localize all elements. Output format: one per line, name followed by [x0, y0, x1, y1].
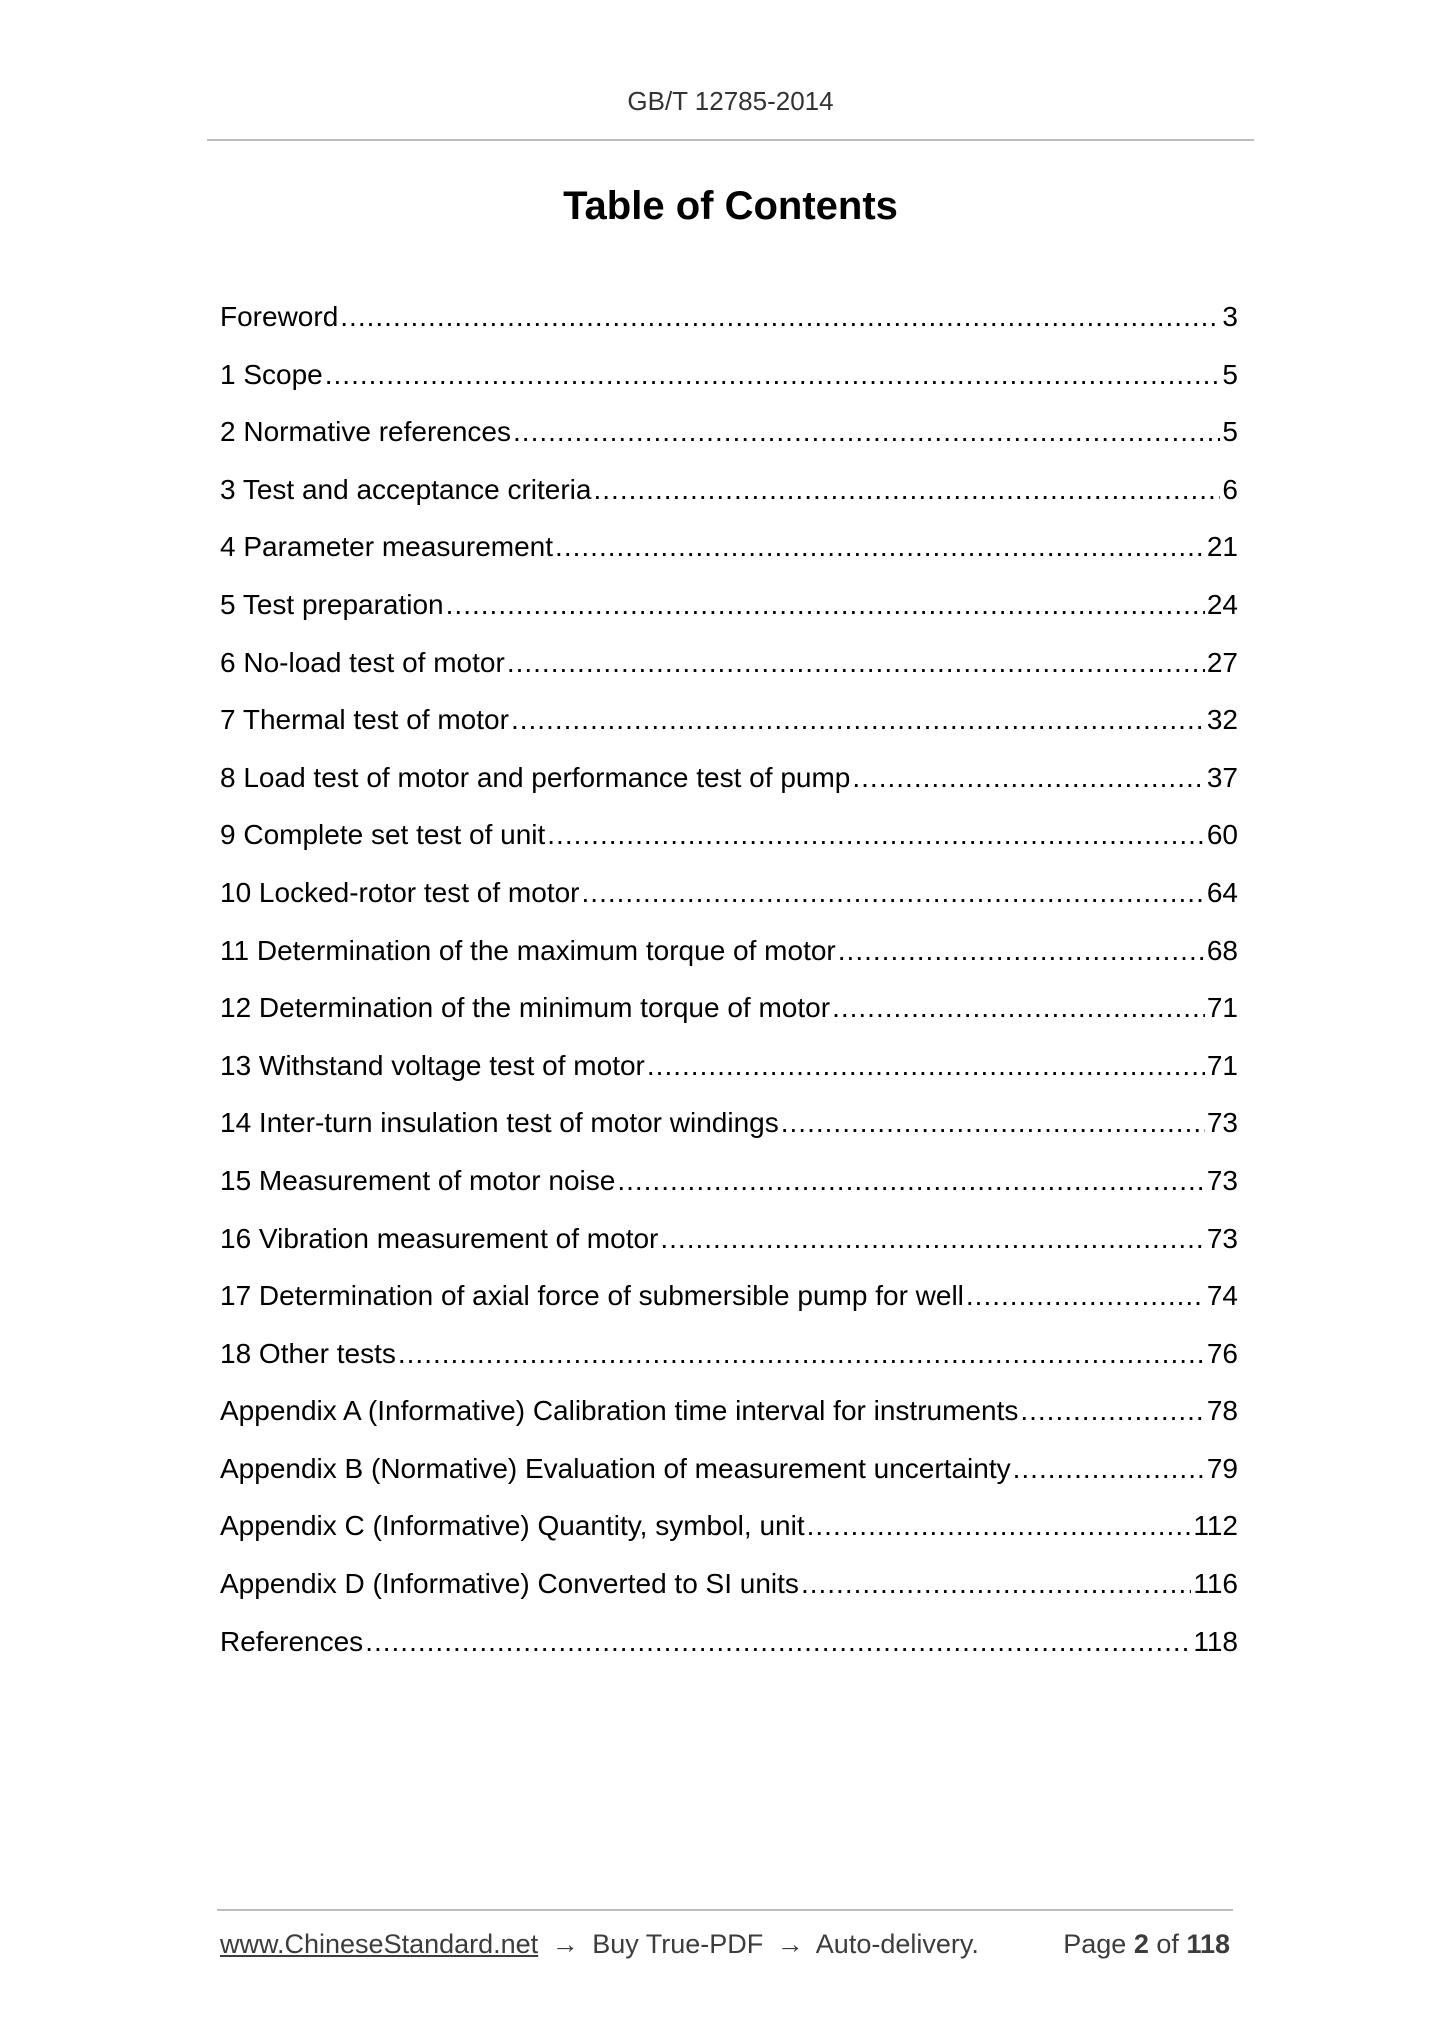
- toc-entry-page: 76: [1206, 1337, 1238, 1369]
- toc-entry[interactable]: [220, 1210, 1238, 1268]
- toc-entry[interactable]: [220, 346, 1238, 404]
- header-divider: [207, 139, 1254, 141]
- toc-entry-label: References: [220, 1625, 364, 1657]
- toc-leader-dots: [398, 1325, 1205, 1383]
- toc-entry-label: 4 Parameter measurement: [220, 531, 554, 563]
- toc-entry-page: 37: [1206, 761, 1238, 793]
- buy-pdf-text: Buy True-PDF: [592, 1929, 764, 1959]
- toc-entry[interactable]: [220, 979, 1238, 1037]
- toc-entry-label: 18 Other tests: [220, 1337, 396, 1369]
- toc-entry[interactable]: [220, 1382, 1238, 1440]
- toc-entry-page: 73: [1206, 1107, 1238, 1139]
- total-pages-number: 118: [1186, 1929, 1230, 1959]
- toc-entry-page: 71: [1206, 1049, 1238, 1081]
- toc-leader-dots: [582, 864, 1205, 922]
- toc-leader-dots: [617, 1152, 1205, 1210]
- toc-leader-dots: [660, 1210, 1204, 1268]
- current-page-number: 2: [1133, 1929, 1149, 1959]
- toc-entry-page: 78: [1206, 1395, 1238, 1427]
- toc-entry[interactable]: [220, 288, 1238, 346]
- toc-entry-page: 112: [1193, 1510, 1238, 1542]
- toc-entry[interactable]: [220, 518, 1238, 576]
- page-label: Page: [1063, 1929, 1127, 1959]
- toc-entry[interactable]: [220, 806, 1238, 864]
- toc-entry-page: 27: [1206, 646, 1238, 678]
- footer-divider: [217, 1909, 1233, 1911]
- toc-entry-page: 21: [1206, 531, 1238, 563]
- toc-entry-label: 8 Load test of motor and performance test of pump: [220, 761, 851, 793]
- toc-leader-dots: [555, 518, 1205, 576]
- toc-entry[interactable]: [220, 1555, 1238, 1613]
- toc-entry-page: 118: [1193, 1625, 1238, 1657]
- toc-entry-label: 10 Locked-rotor test of motor: [220, 876, 580, 908]
- toc-entry-page: 116: [1193, 1568, 1238, 1600]
- toc-entry-label: 5 Test preparation: [220, 588, 444, 620]
- toc-entry[interactable]: [220, 922, 1238, 980]
- toc-leader-dots: [801, 1555, 1191, 1613]
- toc-leader-dots: [852, 749, 1204, 807]
- toc-entry-label: 2 Normative references: [220, 416, 512, 448]
- toc-entry-label: Foreword: [220, 301, 339, 332]
- toc-entry-page: 73: [1206, 1222, 1238, 1254]
- toc-leader-dots: [1013, 1440, 1205, 1498]
- toc-entry[interactable]: [220, 864, 1238, 922]
- toc-entry[interactable]: [220, 1440, 1238, 1498]
- toc-entry[interactable]: [220, 1152, 1238, 1210]
- toc-title: Table of Contents: [563, 184, 898, 228]
- toc-leader-dots: [781, 1094, 1205, 1152]
- toc-entry[interactable]: [220, 1267, 1238, 1325]
- page-footer: [220, 1929, 1230, 1969]
- toc-entry-label: Appendix A (Informative) Calibration time interval for instruments: [220, 1395, 1019, 1427]
- toc-entry-label: 1 Scope: [220, 358, 323, 390]
- toc-entry-label: 15 Measurement of motor noise: [220, 1164, 616, 1196]
- toc-entry[interactable]: [220, 1497, 1238, 1555]
- toc-entry[interactable]: [220, 403, 1238, 461]
- toc-entry-page: 6: [1222, 473, 1238, 505]
- toc-leader-dots: [966, 1267, 1205, 1325]
- toc-entry-label: 13 Withstand voltage test of motor: [220, 1049, 645, 1081]
- footer-promo: [220, 1929, 979, 1960]
- toc-entry[interactable]: [220, 1325, 1238, 1383]
- toc-entry-page: 79: [1206, 1452, 1238, 1484]
- toc-entry-label: 14 Inter-turn insulation test of motor windings: [220, 1107, 779, 1139]
- toc-entry[interactable]: [220, 1037, 1238, 1095]
- toc-entry[interactable]: [220, 461, 1238, 519]
- toc-entry-page: 64: [1206, 876, 1238, 908]
- toc-entry[interactable]: [220, 576, 1238, 634]
- toc-entry[interactable]: [220, 749, 1238, 807]
- toc-leader-dots: [507, 634, 1205, 692]
- of-label: of: [1156, 1929, 1179, 1959]
- toc-entry-label: 11 Determination of the maximum torque of motor: [220, 934, 836, 966]
- delivery-text: Auto-delivery.: [815, 1929, 979, 1959]
- toc-entry-label: 7 Thermal test of motor: [220, 704, 509, 736]
- toc-entry-page: 71: [1206, 992, 1238, 1024]
- toc-entry-page: 60: [1206, 819, 1238, 851]
- toc-leader-dots: [511, 691, 1205, 749]
- right-arrow-icon: →: [551, 1929, 579, 1959]
- toc-entry-page: 24: [1206, 588, 1238, 620]
- document-code-header: GB/T 12785-2014: [627, 86, 834, 116]
- toc-entry[interactable]: [220, 691, 1238, 749]
- toc-leader-dots: [1020, 1382, 1205, 1440]
- page-number: [1063, 1929, 1230, 1960]
- toc-entry[interactable]: [220, 634, 1238, 692]
- toc-list: [220, 288, 1238, 1670]
- toc-leader-dots: [547, 806, 1205, 864]
- toc-entry-page: 73: [1206, 1164, 1238, 1196]
- toc-leader-dots: [340, 288, 1220, 346]
- toc-entry-label: 9 Complete set test of unit: [220, 819, 546, 851]
- toc-entry-page: 3: [1222, 301, 1238, 332]
- website-link[interactable]: www.ChineseStandard.net: [220, 1929, 539, 1959]
- toc-leader-dots: [807, 1497, 1192, 1555]
- toc-entry-label: 6 No-load test of motor: [220, 646, 505, 678]
- toc-leader-dots: [325, 346, 1221, 404]
- toc-leader-dots: [647, 1037, 1205, 1095]
- toc-entry-label: 17 Determination of axial force of submersible pump for well: [220, 1280, 964, 1312]
- toc-leader-dots: [832, 979, 1205, 1037]
- toc-entry-page: 74: [1206, 1280, 1238, 1312]
- toc-entry-label: 16 Vibration measurement of motor: [220, 1222, 659, 1254]
- toc-entry-page: 5: [1222, 358, 1238, 390]
- toc-entry-page: 68: [1206, 934, 1238, 966]
- toc-leader-dots: [365, 1613, 1191, 1671]
- toc-entry[interactable]: [220, 1613, 1238, 1671]
- right-arrow-icon: →: [776, 1929, 804, 1959]
- toc-entry-label: 12 Determination of the minimum torque of motor: [220, 992, 831, 1024]
- toc-entry[interactable]: [220, 1094, 1238, 1152]
- toc-leader-dots: [838, 922, 1205, 980]
- toc-entry-label: Appendix B (Normative) Evaluation of measurement uncertainty: [220, 1452, 1011, 1484]
- toc-leader-dots: [593, 461, 1220, 519]
- toc-entry-label: Appendix C (Informative) Quantity, symbol, unit: [220, 1510, 805, 1542]
- toc-entry-label: Appendix D (Informative) Converted to SI units: [220, 1568, 799, 1600]
- toc-entry-label: 3 Test and acceptance criteria: [220, 473, 592, 505]
- toc-entry-page: 5: [1222, 416, 1238, 448]
- toc-entry-page: 32: [1206, 704, 1238, 736]
- toc-leader-dots: [513, 403, 1220, 461]
- toc-leader-dots: [446, 576, 1205, 634]
